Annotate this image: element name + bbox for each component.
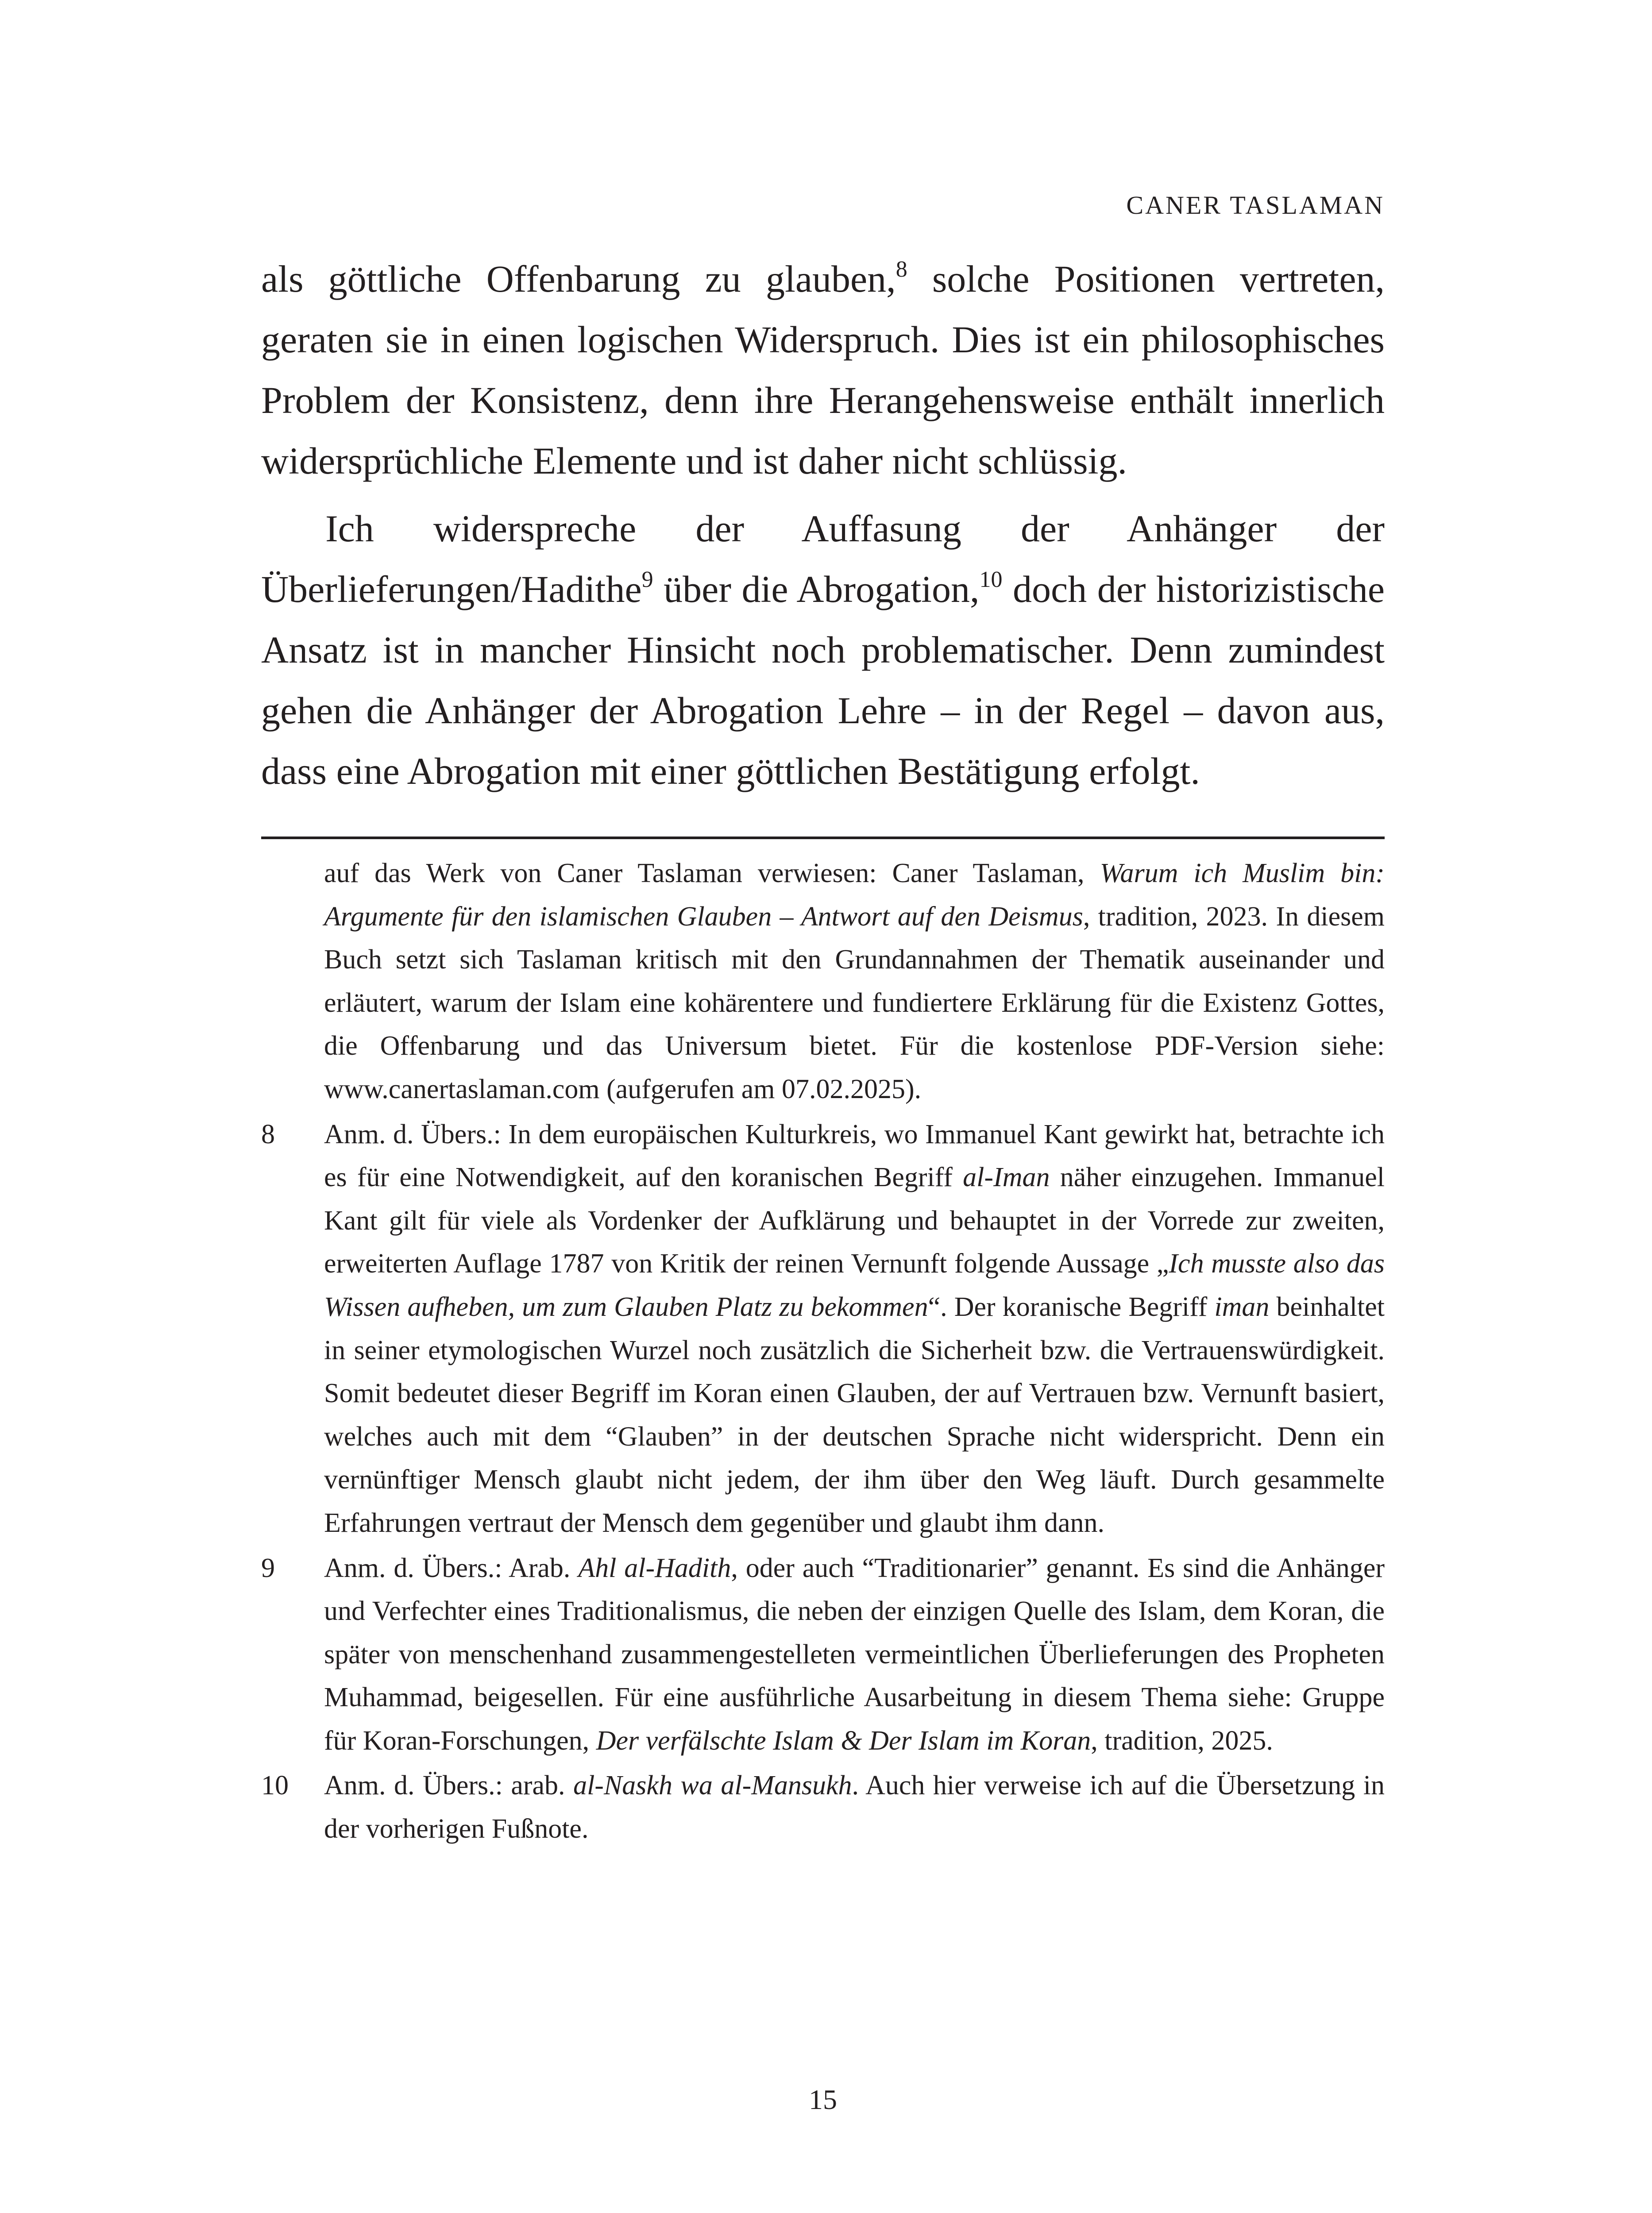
term: iman — [1214, 1292, 1270, 1322]
text-span: . Auch hier verweise ich auf die Übersetzung in der vorherigen Fußnote. — [324, 1770, 1385, 1844]
text-span: näher einzugehen. Immanuel Kant gilt für viele als Vordenker der Aufklärung und behauptet in der Vorrede zur zweiten, erweiterten Auflage 1787 von Kritik der reinen Vernunft folgende Aussage „ — [324, 1162, 1385, 1279]
footnote-separator — [261, 837, 1385, 839]
footnote-number: 9 — [261, 1553, 275, 1583]
book-title: Der verfälschte Islam & Der Islam im Koran — [596, 1725, 1091, 1756]
paragraph-1 — [261, 249, 1385, 491]
term: al-Iman — [963, 1162, 1050, 1193]
page-number: 15 — [809, 2084, 837, 2115]
footnote-10 — [261, 1764, 1385, 1851]
text-span: Anm. d. Übers.: Arab. — [324, 1553, 579, 1583]
footnote-number: 8 — [261, 1119, 275, 1149]
text-span: auf das Werk von Caner Taslaman verwiesen: Caner Taslaman, — [324, 858, 1100, 888]
footnote-ref-9[interactable]: 9 — [641, 567, 653, 592]
text-span: Anm. d. Übers.: In dem europäischen Kulturkreis, wo Immanuel Kant gewirkt hat, betrachte ich es für eine Notwendigkeit, auf den koranischen Begriff — [324, 1119, 1385, 1193]
text-span: über die Abrogation, — [653, 568, 980, 610]
footnotes — [261, 852, 1385, 1851]
text-span: solche Positionen vertreten, geraten sie in einen logischen Widerspruch. Dies ist ein philosophisches Problem der Konsistenz, denn ihre Herangehensweise enthält innerlich widersprüchliche Elemente und ist daher nicht schlüssig. — [261, 258, 1385, 482]
term: Ahl al-Hadith — [578, 1553, 731, 1583]
text-span: , tradition, 2025. — [1091, 1725, 1273, 1756]
footnote-ref-10[interactable]: 10 — [979, 567, 1003, 592]
text-span: , oder auch “Traditionarier” genannt. Es sind die Anhänger und Verfechter eines Traditionalismus, die neben der einzigen Quelle des Islam, dem Koran, die später von menschenhand zusammengestelleten vermeintlichen Überlieferungen des Propheten Muhammad, beigesellen. Für eine ausführliche Ausarbeitung in diesem Thema siehe: Gruppe für Koran-Forschungen, — [324, 1553, 1385, 1756]
text-span: “. Der koranische Begriff — [928, 1292, 1215, 1322]
footnote-ref-8[interactable]: 8 — [895, 257, 907, 282]
footnote-8 — [261, 1113, 1385, 1545]
text-span: doch der historizistische Ansatz ist in mancher Hinsicht noch problematischer. Denn zumindest gehen die Anhänger der Abrogation Lehre – in der Regel – davon aus, dass eine Abrogation mit einer göttlichen Bestätigung erfolgt. — [261, 568, 1385, 792]
text-span: Ich widerspreche der Auffasung der Anhänger der Überlieferungen/Hadithe — [261, 507, 1385, 610]
paragraph-2 — [261, 498, 1385, 802]
text-span: als göttliche Offenbarung zu glauben, — [261, 258, 896, 300]
book-title: Warum ich Muslim bin: Argumente für den islamischen Glauben – Antwort auf den Deismus — [324, 858, 1385, 932]
running-head: CANER TASLAMAN — [1126, 191, 1385, 220]
text-span: , tradition, 2023. In diesem Buch setzt sich Taslaman kritisch mit den Grundannahmen der Thematik auseinander und erläutert, warum der Islam eine kohärentere und fundiertere Erklärung für die Existenz Gottes, die Offenbarung und das Universum bietet. Für die kostenlose PDF-Version siehe: www.canertaslaman.com (aufgerufen am 07.02.2025). — [324, 901, 1385, 1104]
main-text — [261, 249, 1385, 802]
footnote-continued — [261, 852, 1385, 1111]
text-span: Anm. d. Übers.: arab. — [324, 1770, 574, 1801]
footnote-9 — [261, 1547, 1385, 1763]
footnote-number: 10 — [261, 1770, 289, 1801]
term: al-Naskh wa al-Mansukh — [573, 1770, 852, 1801]
text-span: beinhaltet in seiner etymologischen Wurzel noch zusätzlich die Sicherheit bzw. die Vertrauenswürdigkeit. Somit bedeutet dieser Begriff im Koran einen Glauben, der auf Vertrauen bzw. Vernunft basiert, welches auch mit dem “Glauben” in der deutschen Sprache nicht widerspricht. Denn ein vernünftiger Mensch glaubt nicht jedem, der ihm über den Weg läuft. Durch gesammelte Erfahrungen vertraut der Mensch dem gegenüber und glaubt ihm dann. — [324, 1292, 1385, 1538]
quote: Ich musste also das Wissen aufheben, um zum Glauben Platz zu bekommen — [324, 1249, 1385, 1322]
